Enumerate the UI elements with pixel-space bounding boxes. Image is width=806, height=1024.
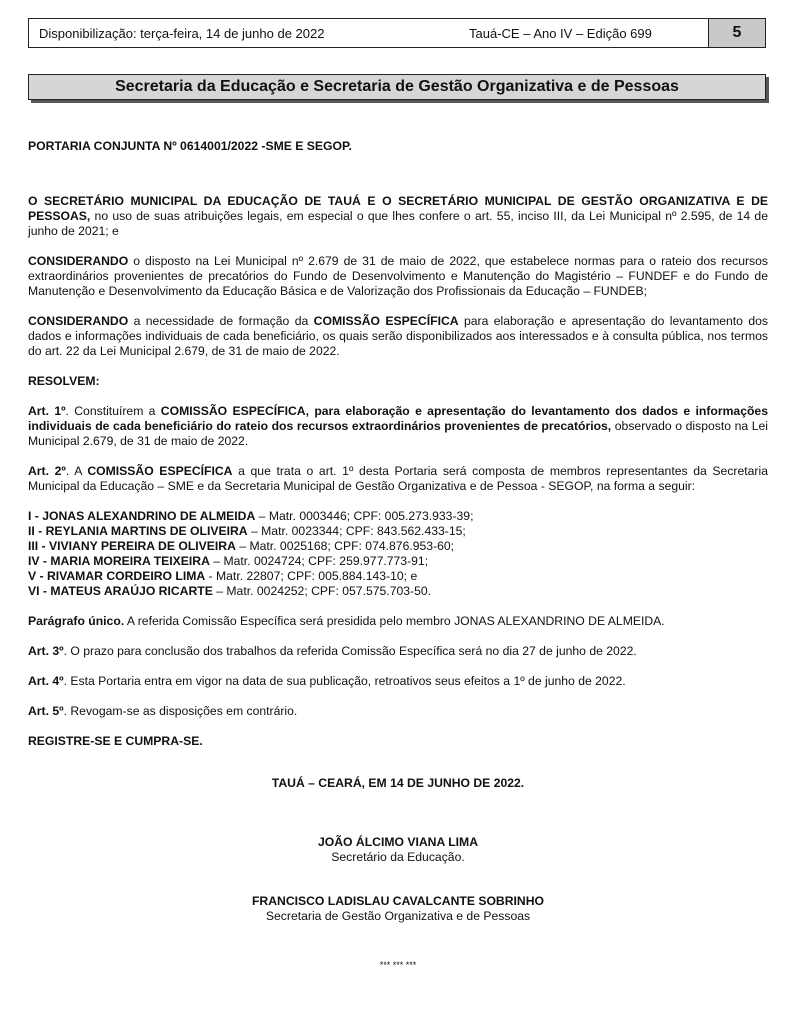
- considerando-1: [28, 254, 768, 299]
- considerando-1-text: o disposto na Lei Municipal nº 2.679 de 31 de maio de 2022, que estabelece normas para o rateio dos recursos extraordinários provenientes de precatórios do Fundo de Desenvolvimento e Manutenção do Magistério – FUNDEF e do Fundo de Manutenção e Desenvolvimento da Educação Básica e de Valorização dos Profissionais da Educação – FUNDEB;: [28, 254, 768, 298]
- member-info: – Matr. 0003446; CPF: 005.273.933-39;: [255, 509, 474, 523]
- resolvem-heading: RESOLVEM:: [28, 374, 100, 388]
- registre-line: REGISTRE-SE E CUMPRA-SE.: [28, 734, 203, 748]
- article-2: [28, 464, 768, 494]
- article-3-text: . O prazo para conclusão dos trabalhos da referida Comissão Específica será no dia 27 de junho de 2022.: [63, 644, 637, 658]
- edition-info: Tauá-CE – Ano IV – Edição 699: [469, 26, 652, 41]
- intro-text: no uso de suas atribuições legais, em especial o que lhes confere o art. 55, inciso III, da Lei Municipal nº 2.595, de 14 de junho de 2021; e: [28, 209, 768, 238]
- list-item: [28, 554, 768, 569]
- list-item: [28, 584, 768, 599]
- publication-header: [28, 18, 766, 48]
- member-list: [28, 509, 768, 599]
- paragrafo-unico-label: Parágrafo único.: [28, 614, 125, 628]
- article-4-text: . Esta Portaria entra em vigor na data de sua publicação, retroativos seus efeitos a 1º de junho de 2022.: [63, 674, 626, 688]
- member-name: IV - MARIA MOREIRA TEIXEIRA: [28, 554, 210, 568]
- member-info: – Matr. 0024252; CPF: 057.575.703-50.: [212, 584, 432, 598]
- page-number: 5: [708, 19, 765, 47]
- list-item: [28, 539, 768, 554]
- end-mark: *** *** ***: [379, 960, 417, 970]
- signature-2-role: Secretaria de Gestão Organizativa e de Pessoas: [265, 909, 531, 923]
- considerando-2-mid: a necessidade de formação da: [128, 314, 314, 328]
- article-1-mid: . Constituírem a: [65, 404, 161, 418]
- article-4: [28, 674, 768, 689]
- article-1-bold: COMISSÃO ESPECÍFICA, para elaboração e apresentação do levantamento dos dados e informações individuais de cada beneficiário do rateio dos recursos extraordinários provenientes de precatórios,: [28, 404, 768, 433]
- member-name: III - VIVIANY PEREIRA DE OLIVEIRA: [28, 539, 236, 553]
- section-title: Secretaria da Educação e Secretaria de Gestão Organizativa e de Pessoas: [28, 74, 766, 100]
- article-2-mid: . A: [65, 464, 88, 478]
- availability-date: Disponibilização: terça-feira, 14 de junho de 2022: [39, 26, 325, 41]
- considerando-1-label: CONSIDERANDO: [28, 254, 129, 268]
- considerando-2-label: CONSIDERANDO: [28, 314, 129, 328]
- list-item: [28, 509, 768, 524]
- member-info: - Matr. 22807; CPF: 005.884.143-10; e: [205, 569, 418, 583]
- member-name: V - RIVAMAR CORDEIRO LIMA: [28, 569, 206, 583]
- article-2-label: Art. 2º: [28, 464, 66, 478]
- article-5: [28, 704, 768, 719]
- intro-paragraph: [28, 194, 768, 239]
- signature-2-name: FRANCISCO LADISLAU CAVALCANTE SOBRINHO: [251, 894, 545, 908]
- article-3-label: Art. 3º: [28, 644, 64, 658]
- member-name: II - REYLANIA MARTINS DE OLIVEIRA: [28, 524, 248, 538]
- member-info: – Matr. 0023344; CPF: 843.562.433-15;: [247, 524, 466, 538]
- paragrafo-unico-text: A referida Comissão Específica será presidida pelo membro JONAS ALEXANDRINO DE ALMEIDA.: [124, 614, 665, 628]
- member-name: I - JONAS ALEXANDRINO DE ALMEIDA: [28, 509, 256, 523]
- place-date: TAUÁ – CEARÁ, EM 14 DE JUNHO DE 2022.: [271, 776, 525, 790]
- list-item: [28, 569, 768, 584]
- article-3: [28, 644, 768, 659]
- article-2-bold: COMISSÃO ESPECÍFICA: [87, 464, 233, 478]
- article-2-text: a que trata o art. 1º desta Portaria será composta de membros representantes da Secretaria Municipal da Educação – SME e da Secretaria Municipal de Gestão Organizativa e de Pessoa - SEGOP, na forma a seguir:: [28, 464, 768, 493]
- member-info: – Matr. 0024724; CPF: 259.977.773-91;: [209, 554, 429, 568]
- considerando-2: [28, 314, 768, 359]
- member-info: – Matr. 0025168; CPF: 074.876.953-60;: [235, 539, 455, 553]
- considerando-2-text: para elaboração e apresentação do levantamento dos dados e informações individuais de cada beneficiário, os quais serão disponibilizados aos interessados e à consulta pública, nos termos do art. 22 da Lei Municipal 2.679, de 31 de maio de 2022.: [28, 314, 768, 358]
- article-4-label: Art. 4º: [28, 674, 64, 688]
- article-5-text: . Revogam-se as disposições em contrário.: [63, 704, 298, 718]
- considerando-2-bold: COMISSÃO ESPECÍFICA: [313, 314, 459, 328]
- article-5-label: Art. 5º: [28, 704, 64, 718]
- paragrafo-unico: [28, 614, 768, 629]
- signature-1-role: Secretário da Educação.: [331, 850, 465, 864]
- signature-1-name: JOÃO ÁLCIMO VIANA LIMA: [317, 835, 478, 849]
- member-name: VI - MATEUS ARAÚJO RICARTE: [28, 584, 213, 598]
- article-1-text: observado o disposto na Lei Municipal 2.679, de 31 de maio de 2022.: [28, 419, 768, 448]
- document-body: [28, 139, 768, 973]
- portaria-title: PORTARIA CONJUNTA Nº 0614001/2022 -SME E SEGOP.: [28, 139, 352, 153]
- article-1-label: Art. 1º: [28, 404, 66, 418]
- list-item: [28, 524, 768, 539]
- intro-bold: O SECRETÁRIO MUNICIPAL DA EDUCAÇÃO DE TAUÁ E O SECRETÁRIO MUNICIPAL DE GESTÃO ORGANIZATIVA E DE PESSOAS,: [28, 194, 768, 223]
- article-1: [28, 404, 768, 449]
